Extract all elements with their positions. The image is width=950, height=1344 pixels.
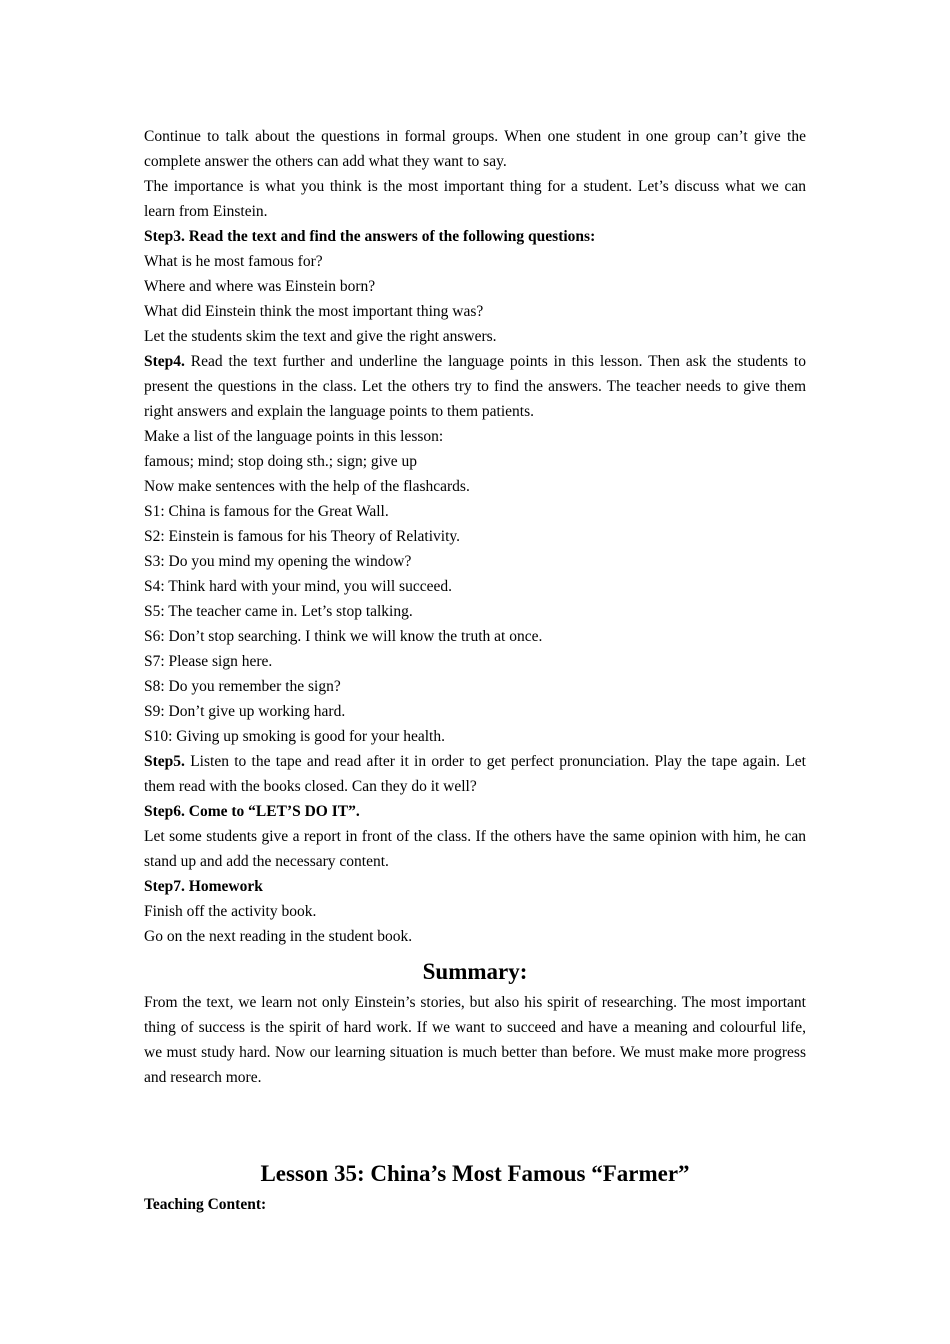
example-sentence: S5: The teacher came in. Let’s stop talking. bbox=[144, 603, 413, 620]
summary-heading: Summary: bbox=[422, 959, 528, 984]
intro-paragraph-1: Continue to talk about the questions in formal groups. When one student in one group can’t give the complete answer the others can add what they want to say. bbox=[144, 128, 806, 170]
example-sentence: S7: Please sign here. bbox=[144, 653, 273, 670]
step3-question: What did Einstein think the most important thing was? bbox=[144, 303, 484, 320]
homework-item: Go on the next reading in the student book. bbox=[144, 928, 413, 945]
example-sentence: S3: Do you mind my opening the window? bbox=[144, 553, 412, 570]
step4-list-intro: Make a list of the language points in this lesson: bbox=[144, 428, 444, 445]
example-sentence: S4: Think hard with your mind, you will succeed. bbox=[144, 578, 452, 595]
step3-question: What is he most famous for? bbox=[144, 253, 323, 270]
example-sentence: S6: Don’t stop searching. I think we will know the truth at once. bbox=[144, 628, 543, 645]
step3-question: Where and where was Einstein born? bbox=[144, 278, 376, 295]
example-sentence: S2: Einstein is famous for his Theory of Relativity. bbox=[144, 528, 460, 545]
step7-heading: Step7. Homework bbox=[144, 878, 263, 895]
example-sentence: S10: Giving up smoking is good for your health. bbox=[144, 728, 445, 745]
example-sentence: S1: China is famous for the Great Wall. bbox=[144, 503, 389, 520]
step6-heading: Step6. Come to “LET’S DO IT”. bbox=[144, 803, 360, 820]
step5-label: Step5. bbox=[144, 753, 185, 770]
step5-paragraph bbox=[144, 749, 806, 799]
step3-instruction: Let the students skim the text and give the right answers. bbox=[144, 328, 497, 345]
lesson-title: Lesson 35: China’s Most Famous “Farmer” bbox=[260, 1161, 690, 1186]
intro-paragraph-2: The importance is what you think is the most important thing for a student. Let’s discuss what we can learn from Einstein. bbox=[144, 178, 806, 220]
example-sentence: S9: Don’t give up working hard. bbox=[144, 703, 346, 720]
step4-text: Read the text further and underline the language points in this lesson. Then ask the students to present the questions in the class. Let the others try to find the answers. The teacher needs to give them right answers and explain the language points to them patients. bbox=[144, 353, 806, 420]
step3-heading: Step3. Read the text and find the answers of the following questions: bbox=[144, 228, 596, 245]
document-page bbox=[144, 124, 806, 1217]
step4-sentences-intro: Now make sentences with the help of the flashcards. bbox=[144, 478, 470, 495]
teaching-content-label: Teaching Content: bbox=[144, 1196, 267, 1213]
example-sentence: S8: Do you remember the sign? bbox=[144, 678, 341, 695]
summary-text: From the text, we learn not only Einstein’s stories, but also his spirit of researching. The most important thing of success is the spirit of hard work. If we want to succeed and have a meaning and colourful life, we must study hard. Now our learning situation is much better than before. We must make more progress and research more. bbox=[144, 994, 806, 1086]
step5-text: Listen to the tape and read after it in order to get perfect pronunciation. Play the tape again. Let them read with the books closed. Can they do it well? bbox=[144, 753, 806, 795]
step4-label: Step4. bbox=[144, 353, 185, 370]
step6-text: Let some students give a report in front of the class. If the others have the same opinion with him, he can stand up and add the necessary content. bbox=[144, 828, 806, 870]
homework-item: Finish off the activity book. bbox=[144, 903, 317, 920]
step4-paragraph bbox=[144, 349, 806, 424]
step4-language-points: famous; mind; stop doing sth.; sign; give up bbox=[144, 453, 417, 470]
